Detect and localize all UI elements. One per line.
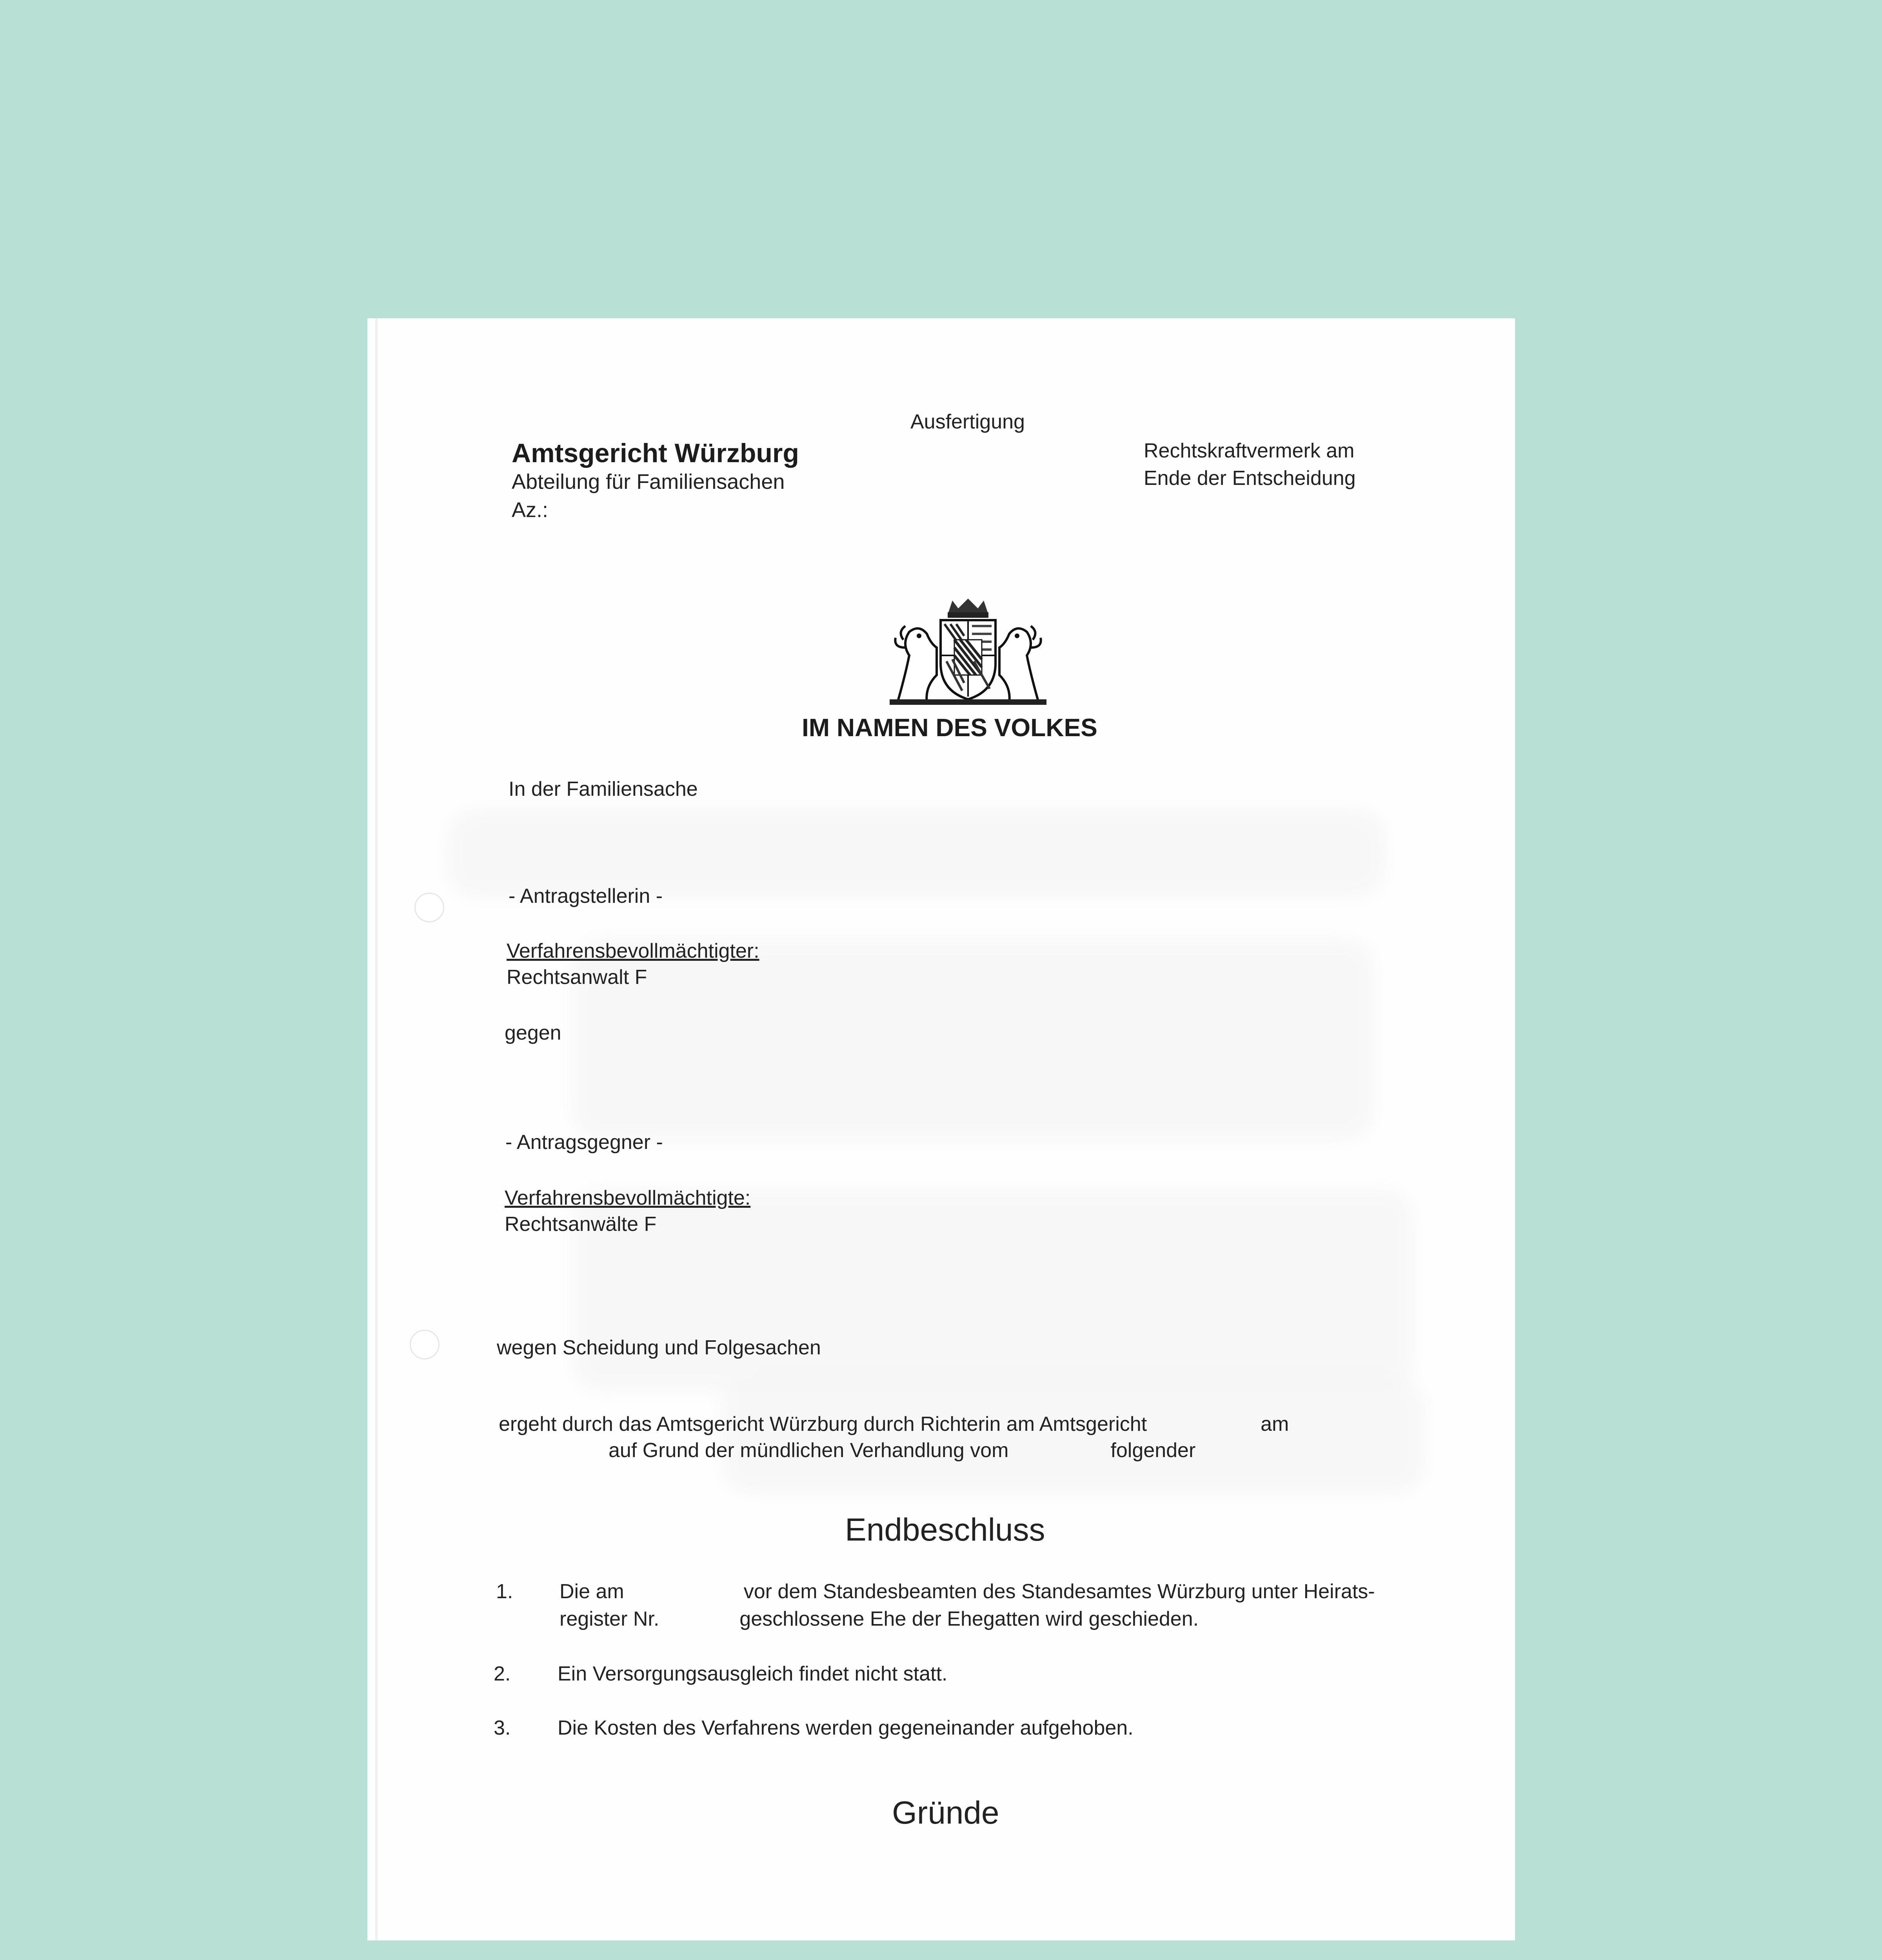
decision-item-1-line2 bbox=[560, 1609, 1199, 1629]
decision-item-2: Ein Versorgungsausgleich findet nicht statt. bbox=[558, 1662, 948, 1685]
decision-item-number: 1. bbox=[496, 1580, 513, 1603]
coat-of-arms-icon bbox=[882, 597, 1054, 706]
finality-note-line1: Rechtskraftvermerk am bbox=[1144, 439, 1355, 462]
decision-item-1-text-b: vor dem Standesbeamten des Standesamtes Würzburg unter Heirats- bbox=[743, 1580, 1375, 1603]
ausfertigung-label: Ausfertigung bbox=[910, 410, 1025, 433]
finality-note-line2: Ende der Entscheidung bbox=[1144, 467, 1356, 490]
subject-line: wegen Scheidung und Folgesachen bbox=[497, 1336, 821, 1359]
issued-line-1-text: ergeht durch das Amtsgericht Würzburg durch Richterin am Amtsgericht bbox=[499, 1413, 1147, 1436]
respondent-counsel-label: Verfahrensbevollmächtigte: bbox=[505, 1187, 751, 1209]
issued-line-2-end: folgender bbox=[1110, 1439, 1196, 1462]
file-number-label: Az.: bbox=[512, 498, 549, 522]
respondent-counsel: Rechtsanwälte F bbox=[505, 1213, 657, 1236]
redaction-area bbox=[571, 938, 1375, 1142]
decision-item-number: 2. bbox=[494, 1662, 511, 1685]
document-title: IM NAMEN DES VOLKES bbox=[802, 713, 1097, 742]
punch-hole bbox=[414, 893, 444, 922]
versus-label: gegen bbox=[505, 1022, 561, 1044]
decision-item-number: 3. bbox=[494, 1717, 511, 1739]
punch-hole bbox=[410, 1330, 440, 1359]
issued-line-2 bbox=[609, 1440, 1195, 1461]
applicant-counsel: Rechtsanwalt F bbox=[507, 966, 647, 989]
decision-item-3: Die Kosten des Verfahrens werden gegeneinander aufgehoben. bbox=[558, 1717, 1134, 1739]
matter-intro: In der Familiensache bbox=[509, 778, 698, 800]
decision-heading: Endbeschluss bbox=[845, 1512, 1045, 1548]
reasons-heading: Gründe bbox=[892, 1795, 999, 1831]
decision-item-1-line1 bbox=[560, 1581, 1375, 1602]
redaction-area bbox=[720, 1377, 1426, 1494]
redaction-area bbox=[571, 1189, 1414, 1392]
applicant-counsel-label: Verfahrensbevollmächtigter: bbox=[507, 940, 759, 962]
document-page bbox=[367, 318, 1515, 1940]
court-name: Amtsgericht Würzburg bbox=[512, 438, 799, 468]
court-department: Abteilung für Familiensachen bbox=[512, 470, 785, 494]
issued-line-1 bbox=[499, 1414, 1289, 1434]
respondent-role: - Antragsgegner - bbox=[505, 1131, 663, 1154]
issued-line-1-date-word: am bbox=[1261, 1413, 1289, 1436]
decision-item-1-text-a: Die am bbox=[560, 1580, 624, 1603]
issued-line-2-text: auf Grund der mündlichen Verhandlung vom bbox=[609, 1439, 1009, 1462]
decision-item-1-text-c: register Nr. bbox=[560, 1608, 659, 1630]
applicant-role: - Antragstellerin - bbox=[509, 885, 663, 907]
decision-item-1-text-d: geschlossene Ehe der Ehegatten wird geschieden. bbox=[739, 1608, 1199, 1630]
scan-edge bbox=[375, 318, 378, 1940]
